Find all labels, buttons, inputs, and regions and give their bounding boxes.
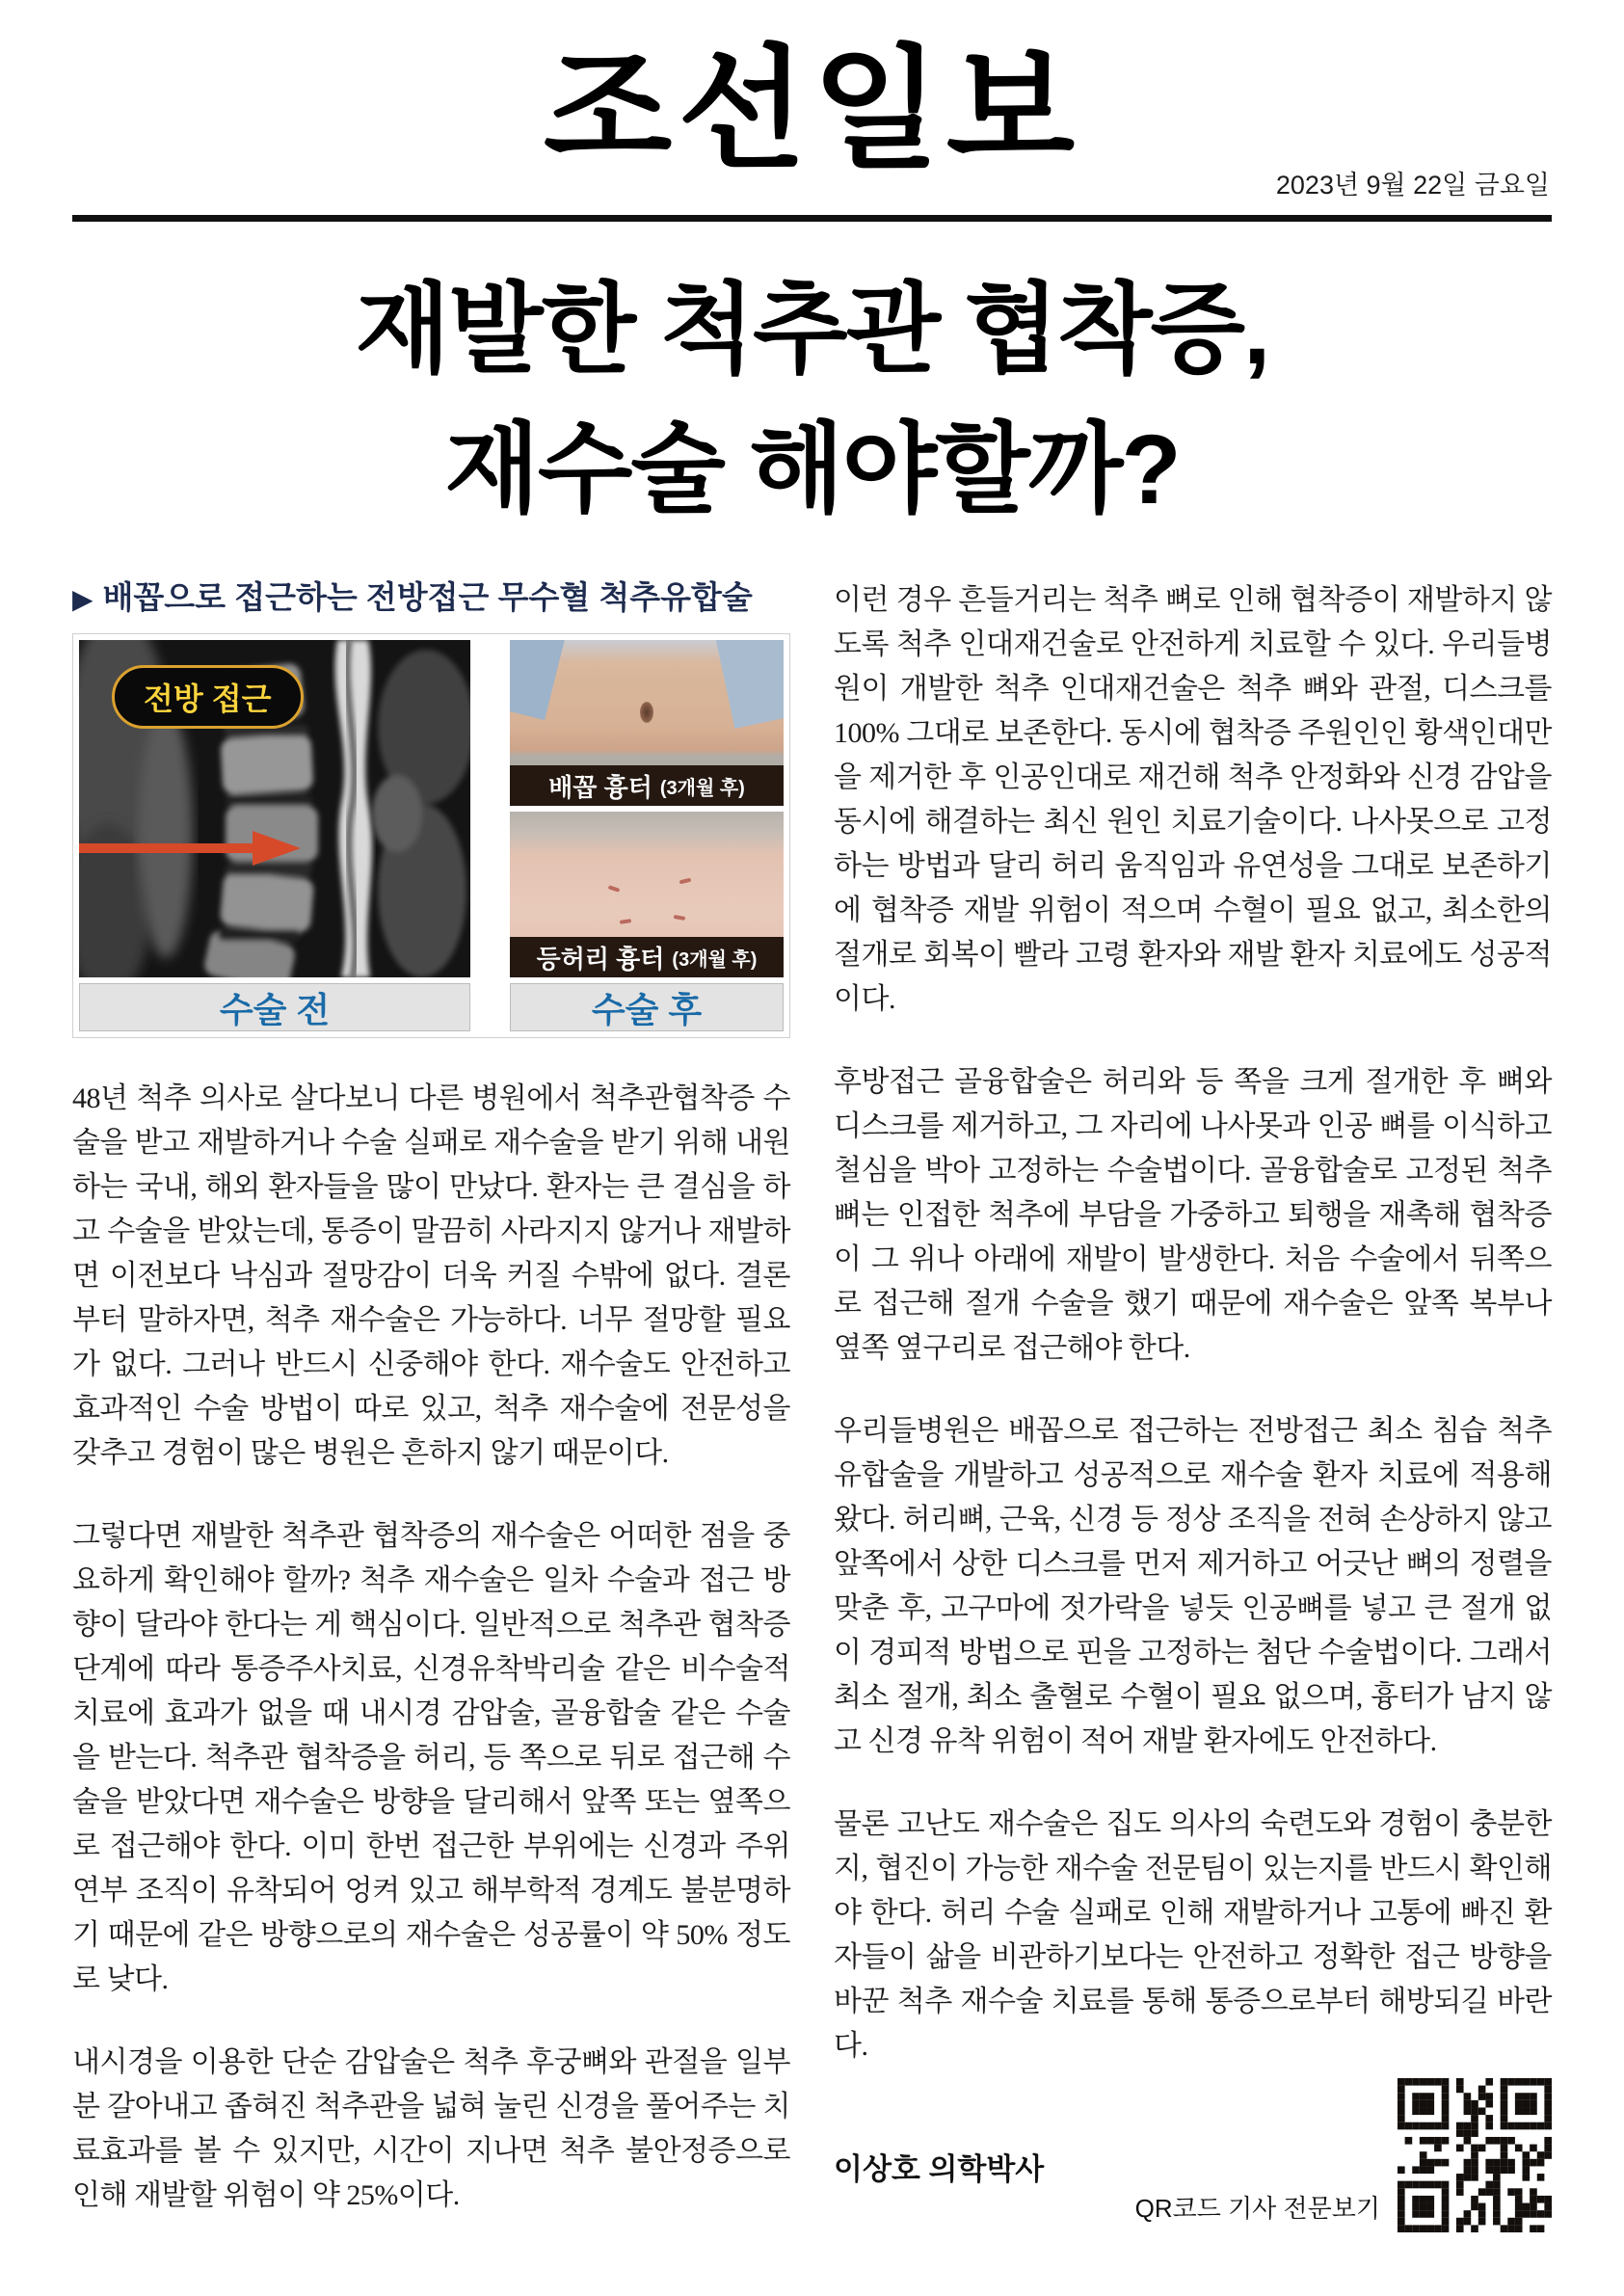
paragraph: 후방접근 골융합술은 허리와 등 쪽을 크게 절개한 후 뼈와 디스크를 제거하고, 그 자리에 나사못과 인공 뼈를 이식하고 철심을 박아 고정하는 수술법이다. 골융합술로 고정된 척추 뼈는 인접한 척추에 부담을 가중하고 퇴행을 재촉해 협착증이 그 위나 아래에 재발이 발생한다. 처음 수술에서 뒤쪽으로 접근해 절개 수술을 했기 때문에 재수술은 앞쪽 복부나 옆쪽 옆구리로 접근해야 한다. xyxy=(834,1065,1552,1364)
headline-line-1: 재발한 척추관 협착증, xyxy=(355,274,1269,385)
red-arrow-icon xyxy=(79,829,301,868)
belly-scar-banner xyxy=(510,765,784,806)
figure-before-panel xyxy=(79,640,470,1031)
back-scar-banner xyxy=(510,937,784,977)
article-footer xyxy=(834,2078,1552,2232)
navel-mark xyxy=(640,702,653,723)
triangle-bullet-icon: ▶ xyxy=(72,583,93,614)
article-columns xyxy=(72,578,1552,2257)
paragraph: 우리들병원은 배꼽으로 접근하는 전방접근 최소 침습 척추유합술을 개발하고 성공적으로 재수술 환자 치료에 적용해 왔다. 허리뼈, 근육, 신경 등 정상 조직을 전혀 손상하지 않고 앞쪽에서 상한 디스크를 먼저 제거하고 어긋난 뼈의 정렬을 맞춘 후, 고구마에 젓가락을 넣듯 인공뼈를 넣고 큰 절개 없이 경피적 방법으로 핀을 고정하는 첨단 수술법이다. 그래서 최소 절개, 최소 출혈로 수혈이 필요 없으며, 흉터가 남지 않고 신경 유착 위험이 적어 재발 환자에도 안전하다. xyxy=(834,1414,1552,1757)
paragraph: 내시경을 이용한 단순 감압술은 척추 후궁뼈와 관절을 일부분 갈아내고 좁혀진 척추관을 넓혀 눌린 신경을 풀어주는 치료효과를 볼 수 있지만, 시간이 지나면 척추 불안정증으로 인해 재발할 위험이 약 25%이다. xyxy=(72,2046,790,2212)
back-scar-label: 등허리 흉터 xyxy=(536,944,665,974)
paragraph: 48년 척추 의사로 살다보니 다른 병원에서 척추관협착증 수술을 받고 재발하거나 수술 실패로 재수술을 받기 위해 내원하는 국내, 해외 환자들을 많이 만났다. 환자는 큰 결심을 하고 수술을 받았는데, 통증이 말끔히 사라지지 않거나 재발하면 이전보다 낙심과 절망감이 더욱 커질 수밖에 없다. 결론부터 말하자면, 척추 재수술은 가능하다. 너무 절망할 필요가 없다. 그러나 반드시 신중해야 한다. 재수술도 안전하고 효과적인 수술 방법이 따로 있고, 척추 재수술에 전문성을 갖추고 경험이 많은 병원은 흔하지 않기 때문이다. xyxy=(72,1082,790,1470)
newspaper-title: 조선일보 xyxy=(543,36,1081,184)
belly-photo xyxy=(510,640,784,806)
qr-code xyxy=(1398,2078,1552,2232)
caption-after: 수술 후 xyxy=(510,983,784,1031)
article-headline xyxy=(72,260,1552,540)
qr-group xyxy=(1135,2078,1552,2232)
left-column-text xyxy=(72,1077,790,2218)
left-column xyxy=(72,578,790,2257)
masthead-header xyxy=(72,36,1552,222)
figure-subhead xyxy=(72,578,790,617)
belly-scar-suffix: (3개월 후) xyxy=(659,777,745,799)
paragraph: 물론 고난도 재수술은 집도 의사의 숙련도와 경험이 충분한지, 협진이 가능한 재수술 전문팀이 있는지를 반드시 확인해야 한다. 허리 수술 실패로 인해 재발하거나 고통에 빠진 환자들이 삶을 비관하기보다는 안전하고 정확한 접근 방향을 바꾼 척추 재수술 치료를 통해 통증으로부터 해방되길 바란다. xyxy=(834,1807,1552,2062)
figure-subhead-text: 배꼽으로 접근하는 전방접근 무수혈 척추유합술 xyxy=(102,578,753,615)
right-column xyxy=(834,578,1552,2257)
paragraph: 그렇다면 재발한 척추관 협착증의 재수술은 어떠한 점을 중요하게 확인해야 할까? 척추 재수술은 일차 수술과 접근 방향이 달라야 한다는 게 핵심이다. 일반적으로 척추관 협착증 단계에 따라 통증주사치료, 신경유착박리술 같은 비수술적 치료에 효과가 없을 때 내시경 감압술, 골융합술 같은 수술을 받는다. 척추관 협착증을 허리, 등 쪽으로 뒤로 접근해 수술을 받았다면 재수술은 방향을 달리해서 앞쪽 또는 옆쪽으로 접근해야 한다. 이미 한번 접근한 부위에는 신경과 주위 연부 조직이 유착되어 엉켜 있고 해부학적 경계도 불분명하기 때문에 같은 방향으로의 재수술은 성공률이 약 50% 정도로 낮다. xyxy=(72,1520,790,1996)
paragraph: 이런 경우 흔들거리는 척추 뼈로 인해 협착증이 재발하지 않도록 척추 인대재건술로 안전하게 치료할 수 있다. 우리들병원이 개발한 척추 인대재건술은 척추 뼈와 관절, 디스크를 100% 그대로 보존한다. 동시에 협착증 주원인인 황색인대만을 제거한 후 인공인대로 재건해 척추 안정화와 신경 감압을 동시에 해결하는 최신 원인 치료기술이다. 나사못으로 고정하는 방법과 달리 허리 움직임과 유연성을 그대로 보존하기에 협착증 재발 위험이 적으며 수혈이 필요 없고, 최소한의 절개로 회복이 빨라 고령 환자와 재발 환자 치료에도 성공적이다. xyxy=(834,583,1552,1015)
mri-scan-image xyxy=(79,640,470,977)
caption-before: 수술 전 xyxy=(79,983,470,1031)
back-scar-suffix: (3개월 후) xyxy=(672,948,758,971)
issue-date: 2023년 9월 22일 금요일 xyxy=(1275,170,1550,200)
figure-after-panel xyxy=(510,640,784,1031)
back-photo xyxy=(510,812,784,977)
author-byline: 이상호 의학박사 xyxy=(834,2151,1045,2186)
belly-scar-label: 배꼽 흉터 xyxy=(548,772,652,802)
anterior-approach-badge: 전방 접근 xyxy=(112,665,304,729)
headline-line-2: 재수술 해야할까? xyxy=(444,414,1180,524)
qr-caption: QR코드 기사 전문보기 xyxy=(1134,2193,1380,2223)
surgery-figure xyxy=(72,633,790,1038)
